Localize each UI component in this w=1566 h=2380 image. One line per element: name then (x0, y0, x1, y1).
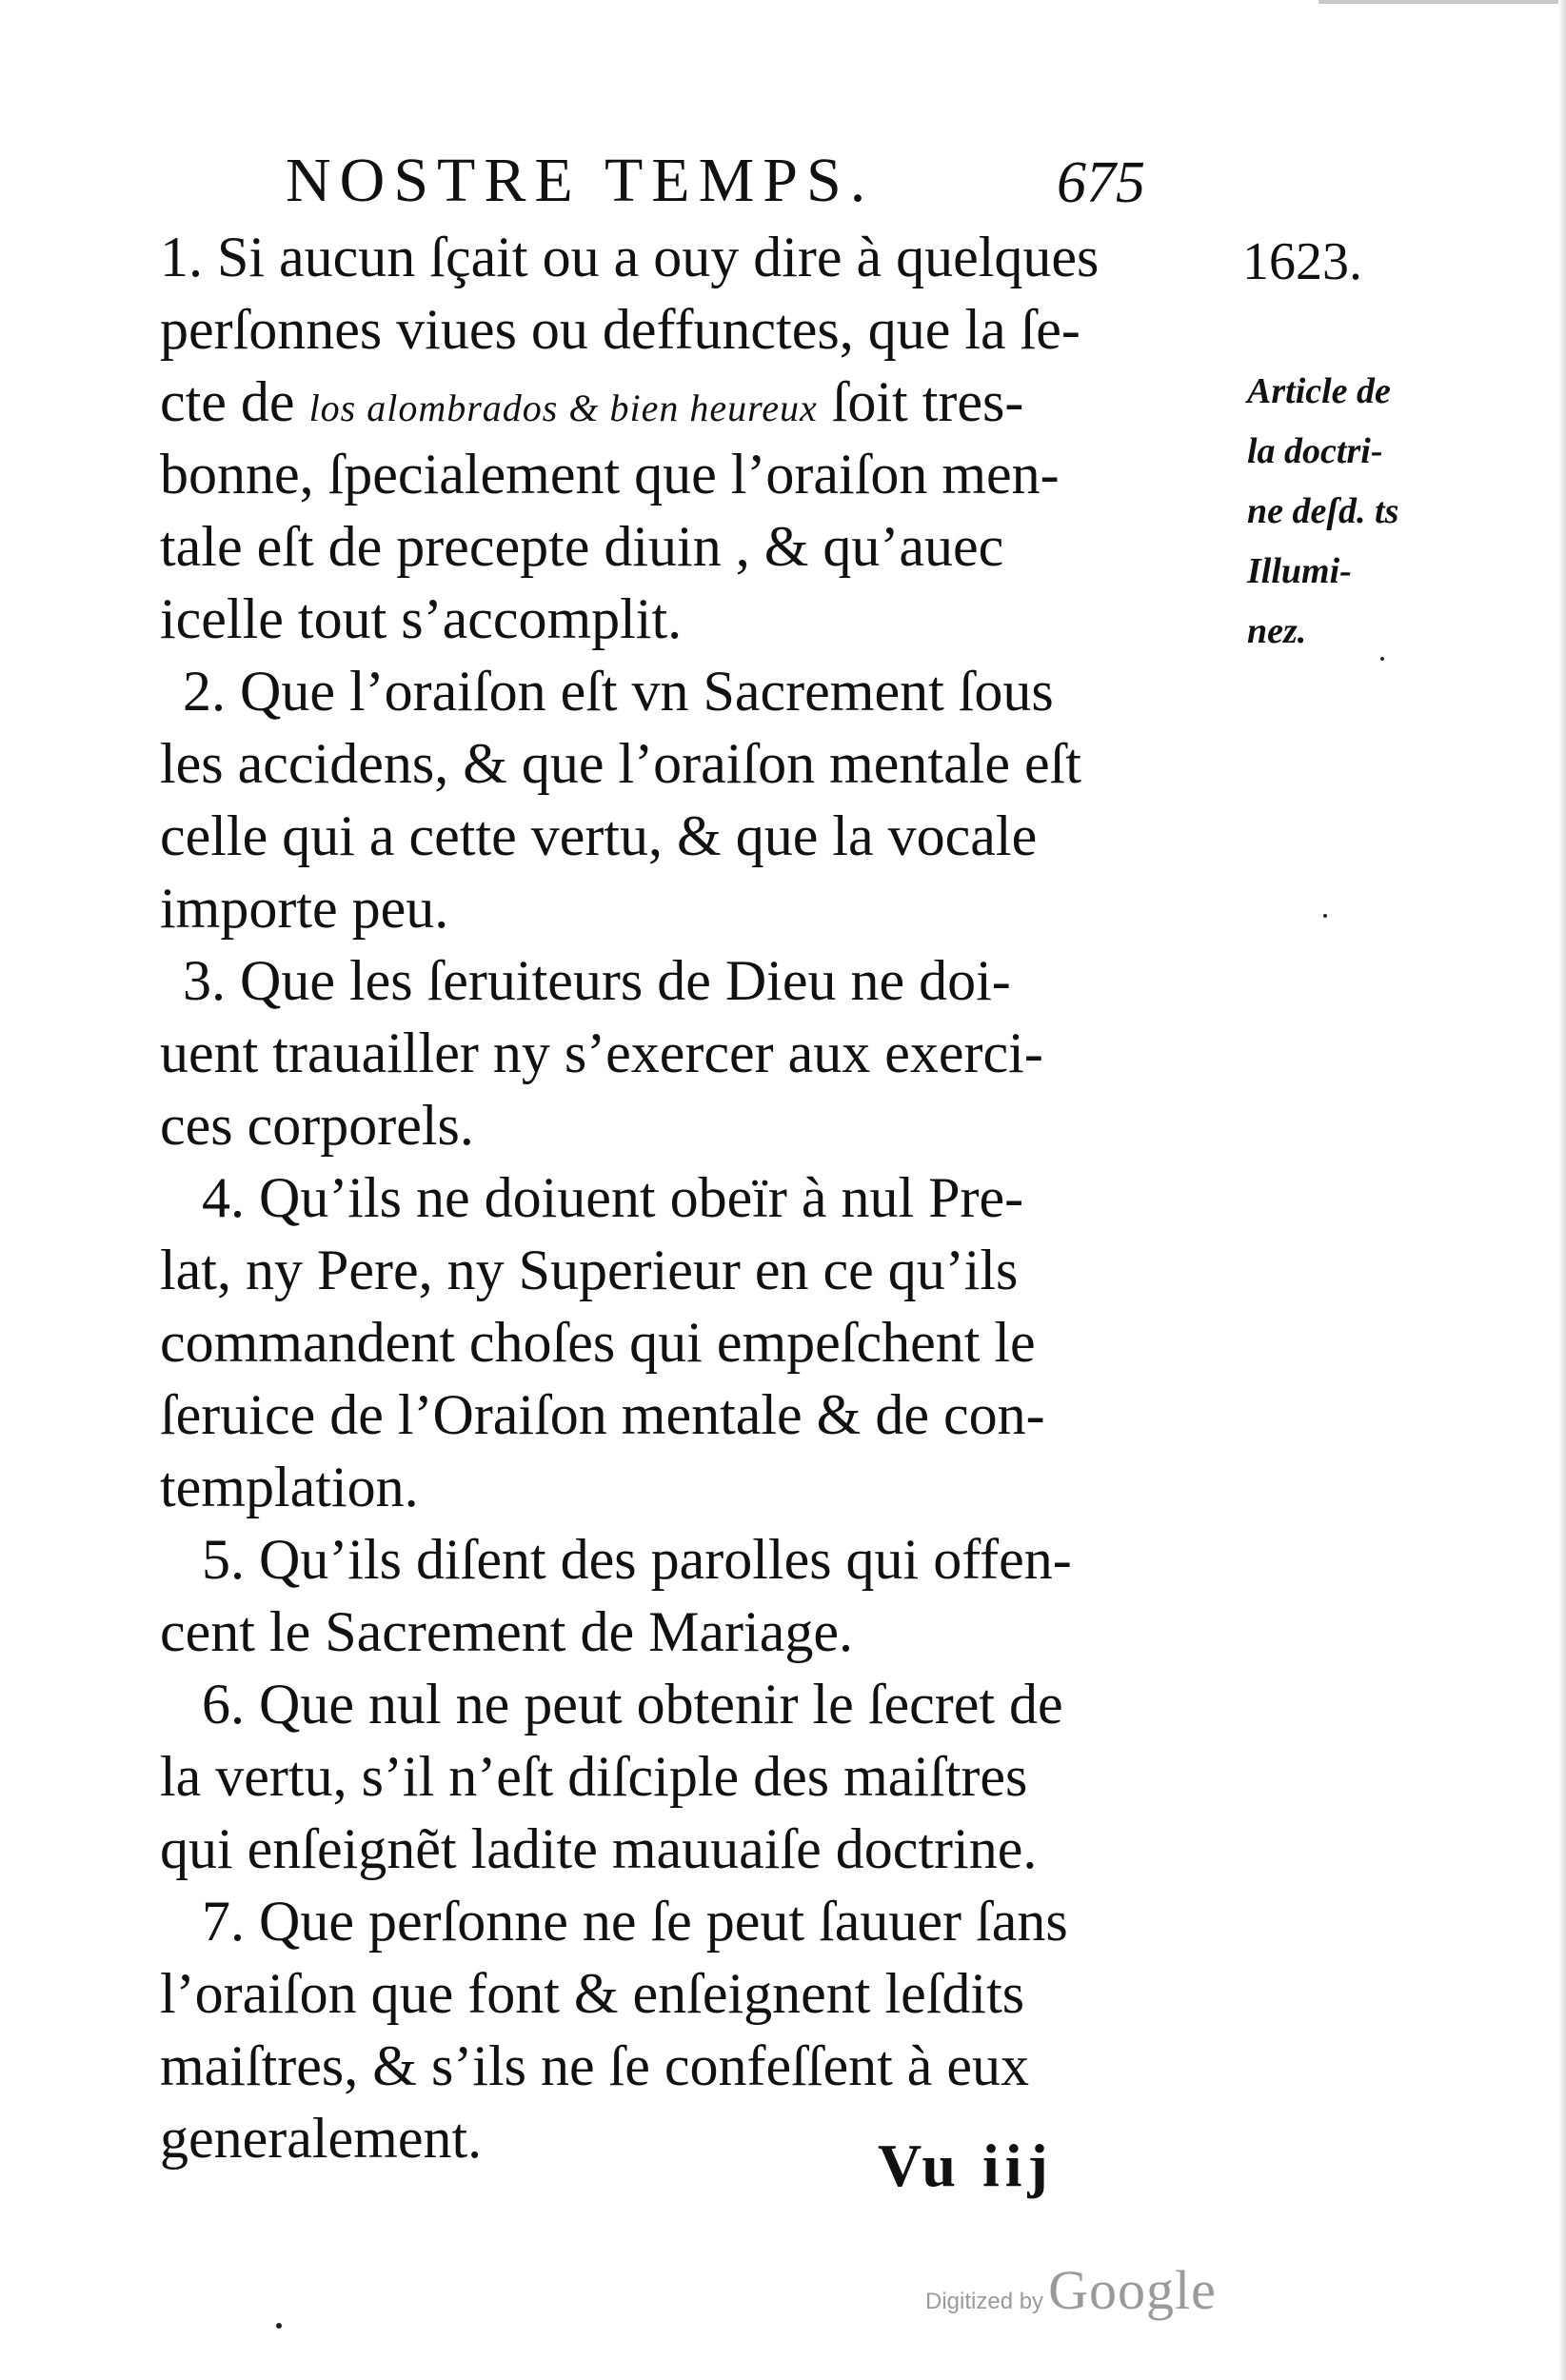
text-line: qui enſeignẽt ladite mauuaiſe doctrine. (160, 1817, 1038, 1880)
margin-note-line: Article de (1247, 371, 1391, 411)
text-line: 6. Que nul ne peut obtenir le ſecret de (202, 1673, 1063, 1735)
text-line: les accidens, & que l’oraiſon mentale eſt (160, 732, 1081, 795)
ink-speck (1380, 657, 1384, 661)
text-line: 1. Si aucun ſçait ou a ouy dire à quelques (160, 226, 1100, 288)
margin-note-line: la doctri- (1247, 431, 1383, 471)
text-line: cent le Sacrement de Mariage. (160, 1600, 853, 1663)
text-line: bonne, ſpecialement que l’oraiſon men- (160, 443, 1060, 506)
text-fragment: ſoit tres- (831, 370, 1024, 433)
text-line: ſeruice de l’Oraiſon mentale & de con- (160, 1383, 1045, 1446)
text-line: generalement. (160, 2107, 483, 2170)
text-line: maiſtres, & s’ils ne ſe confeſſent à eux (160, 2034, 1030, 2097)
text-fragment: cte de (160, 370, 295, 433)
text-line: 7. Que perſonne ne ſe peut ſauuer ſans (202, 1890, 1068, 1953)
watermark-logo: Google (1048, 2259, 1217, 2321)
text-line: icelle tout s’accomplit. (160, 587, 683, 650)
watermark-prefix: Digitized by (925, 2289, 1044, 2314)
text-line (160, 366, 1226, 438)
text-line: 4. Qu’ils ne doiuent obeïr à nul Pre- (202, 1166, 1024, 1229)
text-line: 3. Que les ſeruiteurs de Dieu ne doi- (183, 949, 1011, 1012)
italic-phrase: los alombrados & bien heureux (308, 387, 818, 429)
margin-note-line: ne deſd. ts (1247, 491, 1399, 531)
text-line: uent trauailler ny s’exercer aux exerci- (160, 1021, 1043, 1084)
text-line: 2. Que l’oraiſon eſt vn Sacrement ſous (183, 660, 1054, 723)
page-number: 675 (1057, 150, 1145, 215)
text-line: l’oraiſon que font & enſeignent leſdits (160, 1962, 1025, 2025)
text-line: importe peu. (160, 877, 449, 940)
body-text (160, 221, 1226, 2174)
digitization-watermark (925, 2258, 1217, 2334)
text-line: 5. Qu’ils diſent des parolles qui offen- (202, 1528, 1072, 1591)
text-line: perſonnes viues ou deffunctes, que la ſe- (160, 298, 1080, 361)
margin-note (1247, 362, 1476, 662)
running-title: NOSTRE TEMPS. (286, 146, 875, 215)
signature-mark: Vu iij (878, 2132, 1054, 2199)
text-line: tale eſt de precepte diuin , & qu’auec (160, 515, 1004, 578)
scan-right-edge (1558, 0, 1566, 2380)
margin-note-line: nez. (1247, 611, 1307, 651)
margin-note-line: Illumi- (1247, 551, 1352, 591)
text-line: ces corporels. (160, 1094, 474, 1157)
text-line: la vertu, s’il n’eſt diſciple des maiſtres (160, 1745, 1028, 1808)
margin-date: 1623. (1242, 232, 1362, 291)
ink-speck (276, 2323, 282, 2329)
text-line: celle qui a cette vertu, & que la vocale (160, 804, 1038, 867)
text-line: commandent choſes qui empeſchent le (160, 1311, 1036, 1374)
text-line: lat, ny Pere, ny Superieur en ce qu’ils (160, 1239, 1019, 1301)
running-head (286, 143, 1219, 228)
ink-speck (1323, 914, 1327, 918)
text-line: templation. (160, 1456, 419, 1518)
scan-top-edge (1318, 0, 1566, 4)
